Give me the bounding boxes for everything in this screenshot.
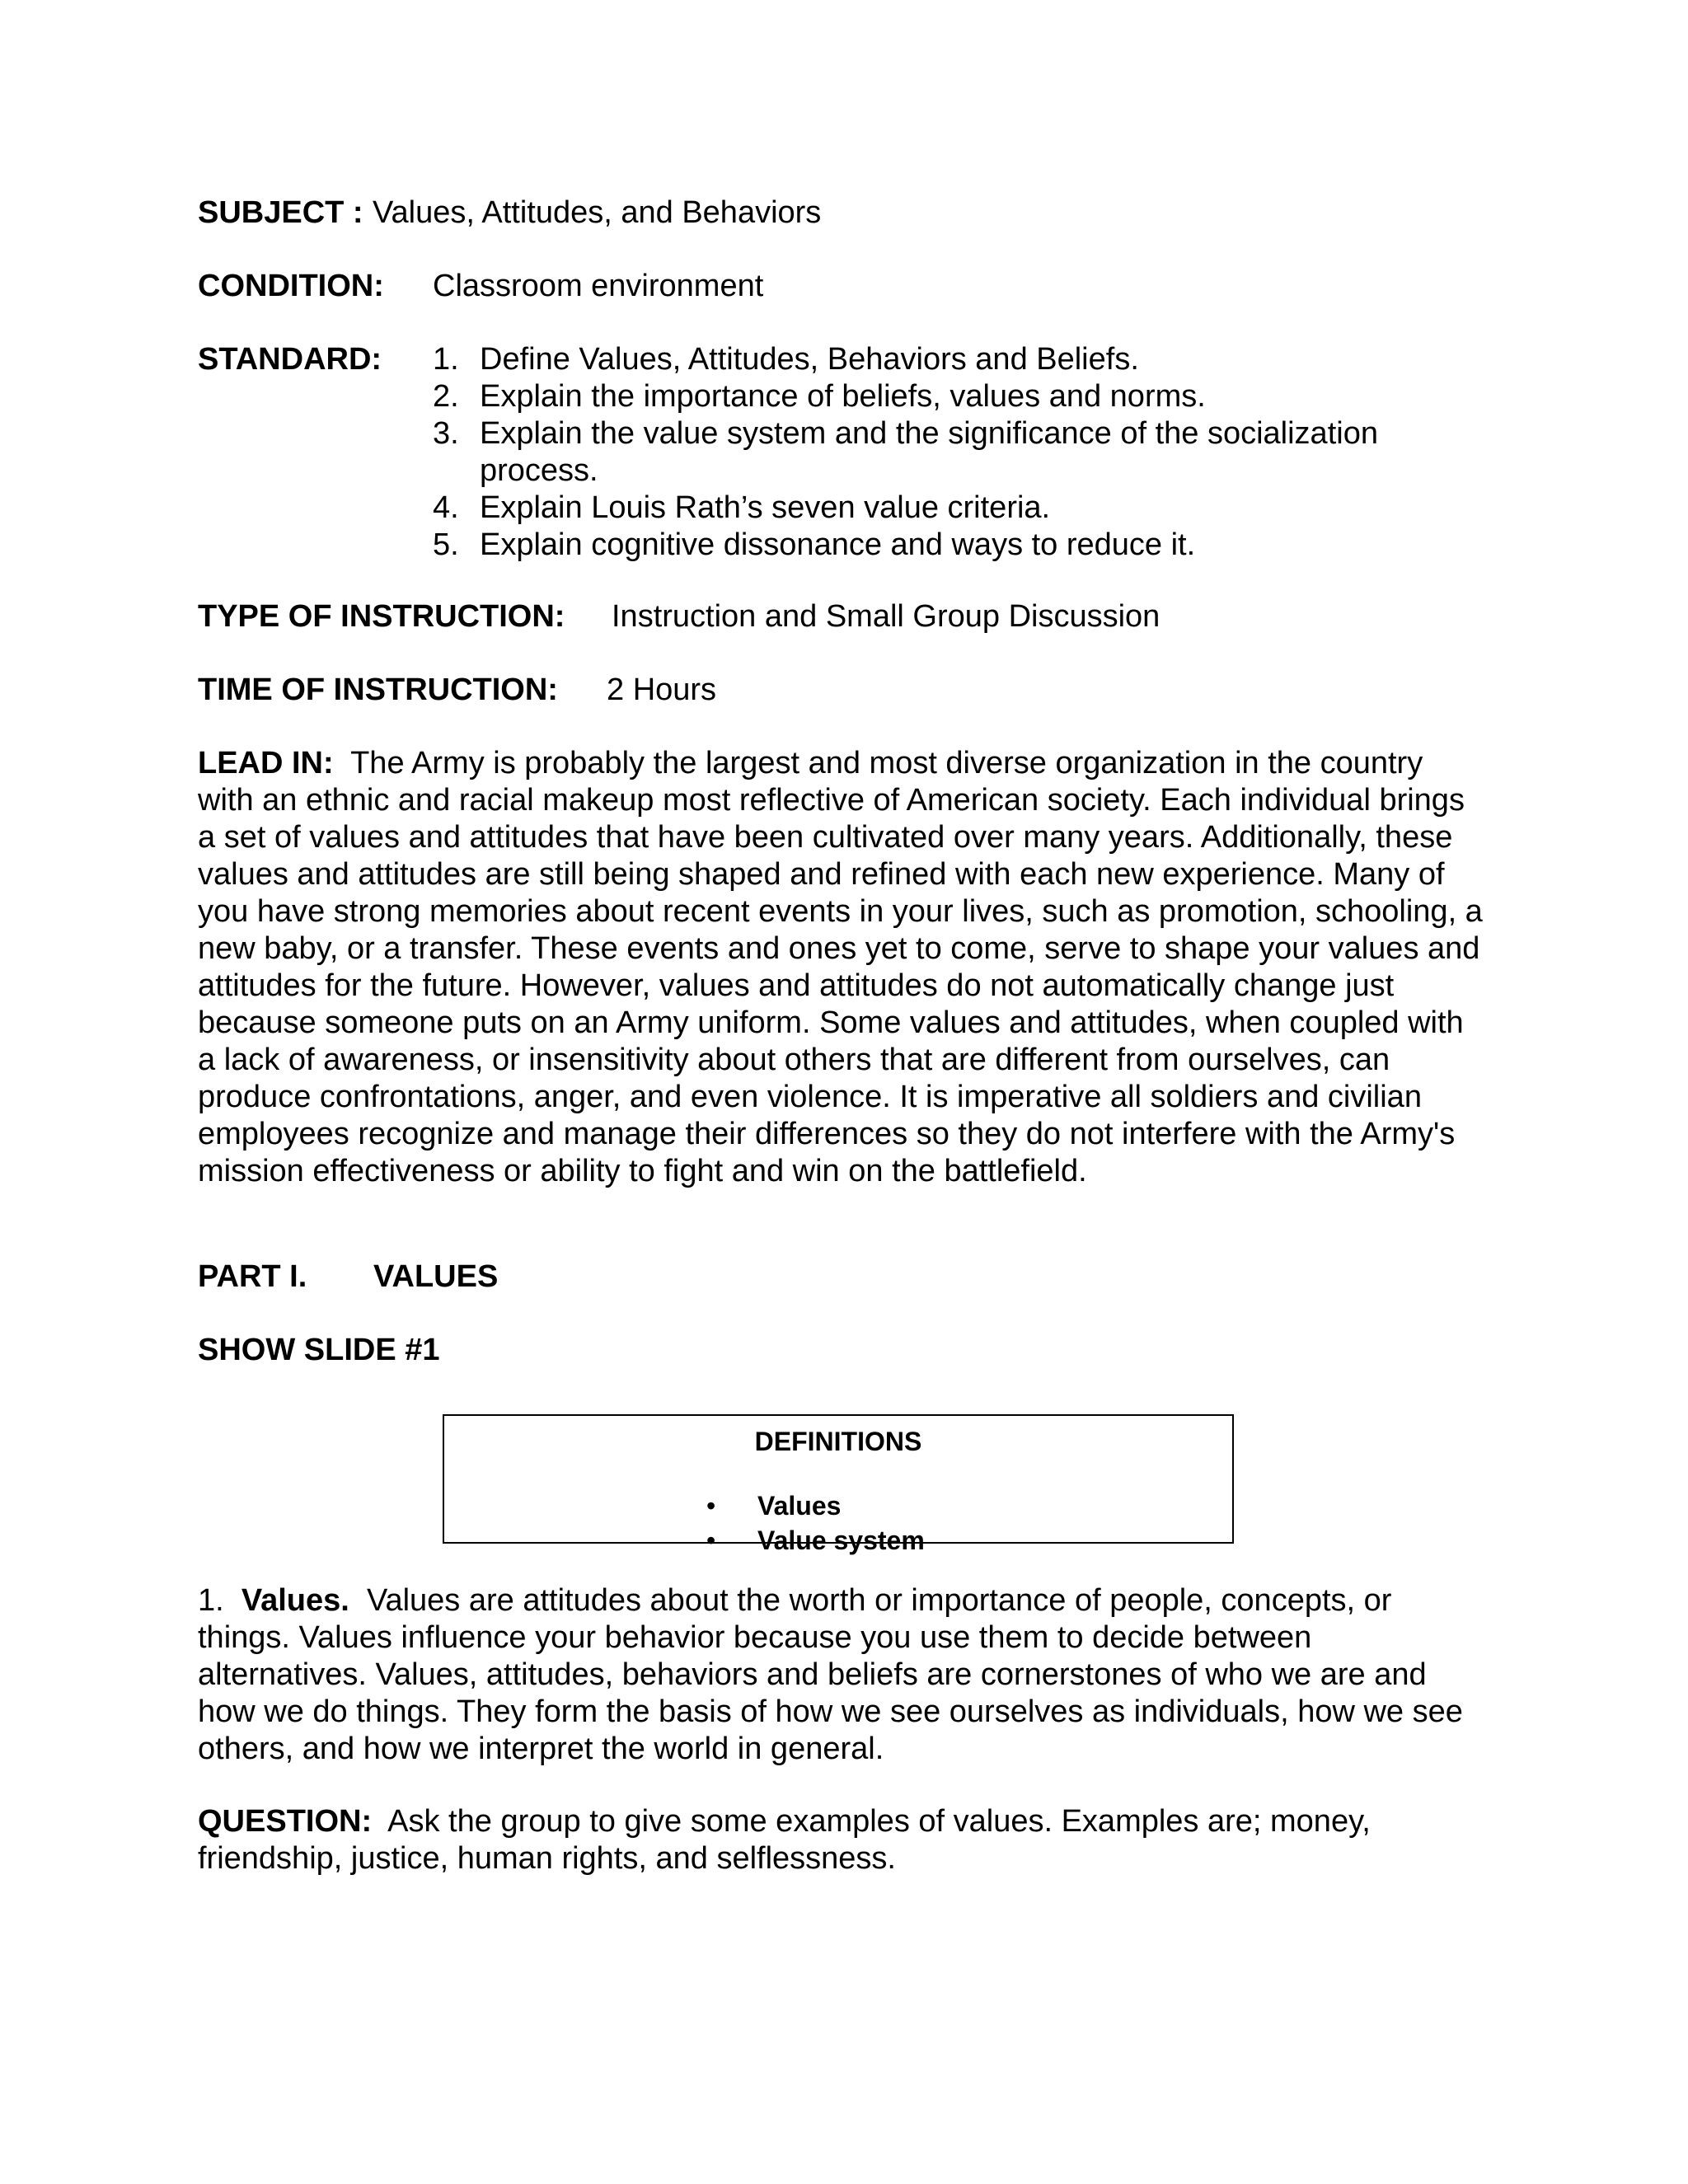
slide-definitions-box	[443, 1414, 1234, 1555]
time-of-instruction-value: 2 Hours	[607, 673, 717, 707]
slide-bullet-text: Value system	[757, 1526, 925, 1555]
time-of-instruction-row	[198, 672, 717, 709]
slide-bullet-list	[706, 1488, 925, 1558]
standard-item	[433, 415, 1504, 490]
lead-in-text: The Army is probably the largest and most diverse organization in the country with an ethnic and racial makeup most reflective of American society. Each individual brings a set of values and attitudes that have been cultivated over many years. Additionally, these values and attitudes are still being shaped and refined with each new experience. Many of you have strong memories about recent events in your lives, such as promotion, schooling, a new baby, or a transfer. These events and ones yet to come, serve to shape your values and attitudes for the future. However, values and attitudes do not automatically change just because someone puts on an Army uniform. Some values and attitudes, when coupled with a lack of awareness, or insensitivity about others that are different from ourselves, can produce confrontations, anger, and even violence. It is imperative all soldiers and civilian employees recognize and manage their differences so they do not interfere with the Army's mission effectiveness or ability to fight and win on the battlefield.	[198, 746, 1483, 1188]
time-of-instruction-label: TIME OF INSTRUCTION:	[198, 673, 558, 707]
question-paragraph	[198, 1803, 1484, 1877]
condition-label: CONDITION:	[198, 269, 384, 303]
standard-item-text: Explain cognitive dissonance and ways to reduce it.	[480, 527, 1196, 562]
standard-item-number: 1.	[433, 342, 459, 377]
part-number: PART I.	[198, 1259, 307, 1294]
standard-item	[433, 527, 1504, 564]
subject-value: Values, Attitudes, and Behaviors	[373, 195, 822, 230]
show-slide-instruction	[198, 1332, 440, 1369]
slide-bullet-item	[706, 1523, 925, 1558]
standard-item	[433, 490, 1504, 527]
standard-row	[198, 341, 382, 378]
question-label: QUESTION:	[198, 1804, 373, 1839]
values-heading: Values.	[241, 1583, 349, 1618]
lead-in-paragraph	[198, 745, 1484, 1190]
condition-row	[198, 268, 764, 305]
condition-value: Classroom environment	[433, 269, 764, 303]
bullet-icon: •	[706, 1526, 716, 1555]
slide-bullet-text: Values	[757, 1491, 842, 1521]
values-text: Values are attitudes about the worth or importance of people, concepts, or things. Values influence your behavior because you use them to decide between alternatives. Values, attitudes, behaviors and beliefs are cornerstones of who we are and how we do things. They form the basis of how we see ourselves as individuals, how we see others, and how we interpret the world in general.	[198, 1583, 1463, 1766]
type-of-instruction-row	[198, 598, 1160, 635]
standard-item	[433, 341, 1504, 378]
standard-list	[433, 341, 1504, 564]
standard-item-number: 5.	[433, 527, 459, 562]
values-number: 1.	[198, 1583, 224, 1618]
standard-item-text: Define Values, Attitudes, Behaviors and Beliefs.	[480, 342, 1139, 377]
subject-label: SUBJECT :	[198, 195, 363, 230]
lead-in-label: LEAD IN:	[198, 746, 334, 780]
slide-bullet-item	[706, 1488, 925, 1523]
show-slide-label: SHOW SLIDE #1	[198, 1333, 440, 1367]
standard-item-text: Explain the importance of beliefs, values and norms.	[480, 379, 1206, 414]
values-paragraph	[198, 1582, 1484, 1768]
standard-item-text: Explain the value system and the significance of the socialization process.	[480, 416, 1378, 488]
standard-item	[433, 378, 1504, 415]
standard-label: STANDARD:	[198, 342, 382, 377]
slide-title: DEFINITIONS	[754, 1427, 922, 1456]
type-of-instruction-label: TYPE OF INSTRUCTION:	[198, 599, 565, 634]
standard-item-number: 4.	[433, 490, 459, 525]
standard-item-number: 2.	[433, 379, 459, 414]
part-heading	[198, 1258, 499, 1296]
standard-item-text: Explain Louis Rath’s seven value criteria.	[480, 490, 1051, 525]
subject-row	[198, 194, 822, 232]
bullet-icon: •	[706, 1491, 716, 1521]
part-title: VALUES	[373, 1259, 499, 1294]
standard-item-number: 3.	[433, 416, 459, 451]
type-of-instruction-value: Instruction and Small Group Discussion	[612, 599, 1160, 634]
question-text: Ask the group to give some examples of values. Examples are; money, friendship, justice, human rights, and selflessness.	[198, 1804, 1371, 1876]
